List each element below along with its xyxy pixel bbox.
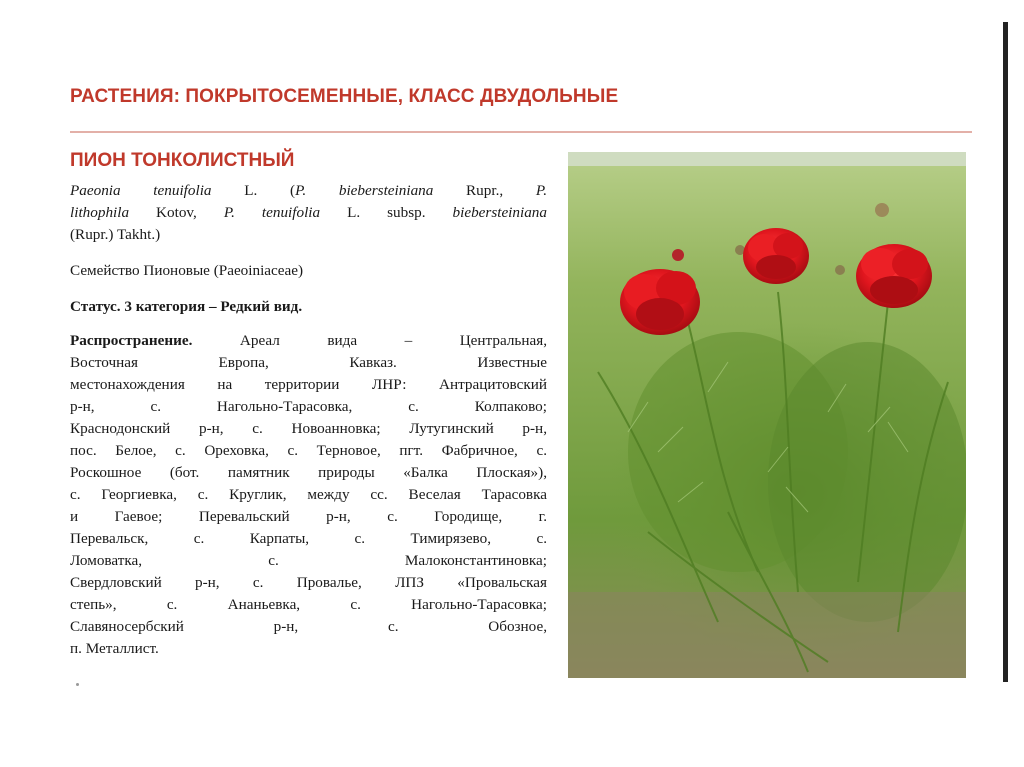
- latin-author: L. subsp.: [320, 204, 453, 221]
- latin-line: [70, 180, 547, 202]
- distribution-line: п. Металлист.: [70, 640, 159, 657]
- distribution-text: Ареал вида – Центральная,: [239, 332, 548, 349]
- latin-name: P.: [535, 182, 547, 199]
- flower-middle: [743, 228, 809, 284]
- flower-right: [856, 244, 932, 308]
- latin-names: [70, 180, 547, 246]
- distribution-line: р-н, с. Нагольно-Тарасовка, с. Колпаково;: [70, 398, 547, 415]
- peony-flowers-photo: [568, 152, 966, 678]
- latin-name: P. biebersteiniana: [295, 182, 434, 199]
- distribution-line: Перевальск, с. Карпаты, с. Тимирязево, с.: [70, 530, 547, 547]
- latin-name: Paeonia tenuifolia: [70, 182, 212, 199]
- latin-line: (Rupr.) Takht.): [70, 226, 161, 243]
- distribution: [70, 330, 547, 660]
- distribution-line: Краснодонский р-н, с. Новоанновка; Лутугинский р-н,: [70, 420, 547, 437]
- distribution-line: местонахождения на территории ЛНР: Антрацитовский: [70, 376, 547, 393]
- distribution-line: Славяносербский р-н, с. Обозное,: [70, 618, 547, 635]
- family-line: Семейство Пионовые (Paeoiniaceae): [70, 262, 304, 279]
- distribution-line: пос. Белое, с. Ореховка, с. Терновое, пгт. Фабричное, с.: [70, 442, 547, 459]
- species-title: ПИОН ТОНКОЛИСТНЫЙ: [70, 150, 295, 171]
- latin-name: biebersteiniana: [452, 204, 547, 221]
- latin-author: Rupr.,: [433, 182, 536, 199]
- distribution-line: Свердловский р-н, с. Провалье, ЛПЗ «Провальская: [70, 574, 547, 591]
- header-divider: [70, 131, 972, 133]
- distribution-line: [70, 330, 547, 352]
- status-line: Статус. 3 категория – Редкий вид.: [70, 298, 303, 315]
- distribution-line: Роскошное (бот. памятник природы «Балка Плоская»),: [70, 464, 547, 481]
- flower-left: [620, 269, 700, 335]
- distribution-line: с. Георгиевка, с. Круглик, между сс. Веселая Тарасовка: [70, 486, 547, 503]
- distribution-line: и Гаевое; Перевальский р-н, с. Городище, г.: [70, 508, 547, 525]
- latin-name: P. tenuifolia: [223, 204, 321, 221]
- stray-mark: [76, 683, 79, 686]
- section-header: РАСТЕНИЯ: ПОКРЫТОСЕМЕННЫЕ, КЛАСС ДВУДОЛЬНЫЕ: [70, 86, 619, 107]
- species-description: [70, 180, 547, 660]
- distribution-line: Ломоватка, с. Малоконстантиновка;: [70, 552, 547, 569]
- latin-author: Kotov,: [129, 204, 224, 221]
- distribution-label: Распространение.: [70, 332, 193, 349]
- latin-name: lithophila: [70, 204, 130, 221]
- distribution-line: степь», с. Ананьевка, с. Нагольно-Тарасовка;: [70, 596, 547, 613]
- latin-line: [70, 202, 547, 224]
- distribution-line: Восточная Европа, Кавказ. Известные: [70, 354, 547, 371]
- slide-edge-border: [1003, 22, 1008, 682]
- latin-author: L. (: [211, 182, 296, 199]
- photo-illustration: [568, 152, 966, 678]
